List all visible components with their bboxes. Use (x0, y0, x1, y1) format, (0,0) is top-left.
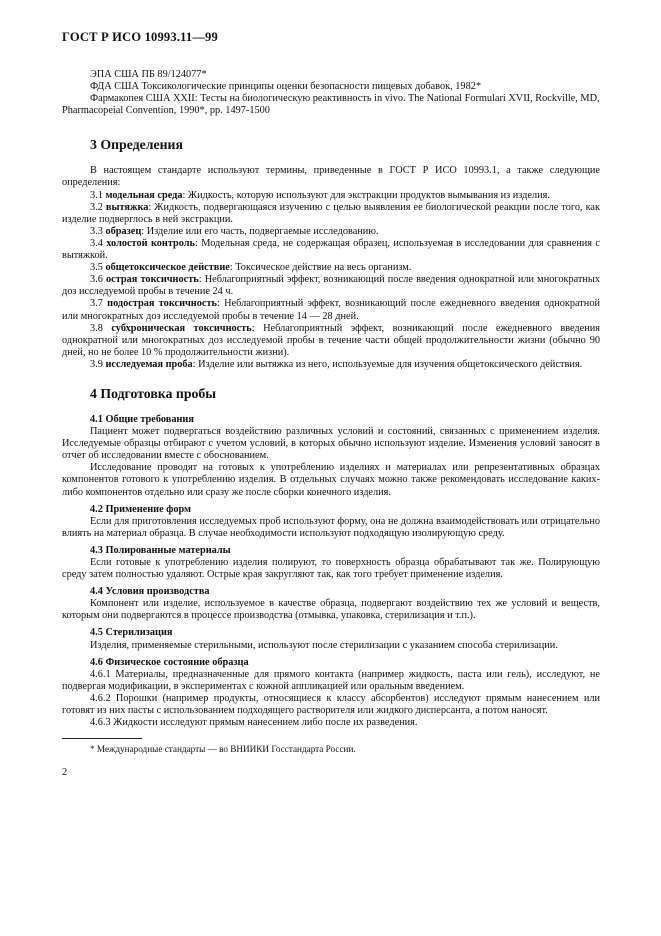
definition-item: 3.3 образец: Изделие или его часть, подвергаемые исследованию. (90, 225, 379, 237)
definition-term: субхроническая токсичность (111, 322, 252, 334)
definition-item: 3.6 острая токсичность: Неблагоприятный эффект, возникающий после введения однократной или многократных доз исследуемой пробы в течение 24 ч. (62, 274, 600, 298)
paragraph: Если для приготовления исследуемых проб используют форму, она не должна взаимодействовать или отрицательно влиять на материал образца. В случае необходимости используют подходящую изолирующую среду. (62, 515, 600, 539)
paragraph: Компонент или изделие, используемое в качестве образца, подвергают воздействию тех же условий и веществ, которым они подвергаются в процессе производства (отмывка, упаковка, стерилизация и т.п.). (62, 598, 600, 622)
paragraph: 4.6.2 Порошки (например продукты, относящиеся к классу абсорбентов) исследуют прямым нанесением или готовят из них пасты с использованием подходящего растворителя или жидкого дисперсанта, а потом наносят. (62, 692, 600, 717)
definition-item: 3.1 модельная среда: Жидкость, которую используют для экстракции продуктов вымывания из изделия. (90, 189, 550, 201)
definition-term: холостой контроль (106, 237, 196, 249)
subsection-4-2-title: 4.2 Применение форм (90, 503, 192, 515)
subsection-4-5-title: 4.5 Стерилизация (90, 627, 173, 639)
reference-item: Фармакопея США XXII: Тесты на биологическую реактивность in vivo. The National Formulari XVII, Rockville, MD, Pharmacopeial Convention, 1990*, pp. 1497-1500 (62, 93, 600, 117)
paragraph: 4.6.3 Жидкости исследуют прямым нанесением либо после их разведения. (90, 717, 418, 729)
definition-item: 3.9 исследуемая проба: Изделие или вытяжка из него, используемые для изучения общетоксического действия. (90, 358, 583, 370)
definition-item: 3.4 холостой контроль: Модельная среда, не содержащая образец, используемая в исследовании для сравнения с вытяжкой. (62, 237, 601, 262)
definition-item: 3.5 общетоксическое действие: Токсическое действие на весь организм. (90, 262, 412, 274)
subsection-4-1-title: 4.1 Общие требования (90, 413, 194, 425)
definition-term: общетоксическое действие (105, 262, 230, 274)
definition-term: модельная среда (105, 189, 183, 201)
paragraph: Изделия, применяемые стерильными, используют после стерилизации с указанием способа стерилизации. (90, 639, 558, 651)
paragraph: Пациент может подвергаться воздействию различных условий и состояний, связанных с применением изделия. Исследуемые образцы отбирают с учетом условий, в которых обычно используют изделие. Изменения условий заносят в отчет об исследовании вместе с обоснованием. (62, 426, 600, 462)
footnote: * Международные стандарты — во ВНИИКИ Госстандарта России. (90, 744, 356, 755)
definition-item: 3.2 вытяжка: Жидкость, подвергающаяся изучению с целью выявления ее биологической реакции после того, как изделие подверглось в ней экстракции. (62, 201, 600, 225)
references-list (62, 69, 600, 117)
paragraph: Исследование проводят на готовых к употреблению изделиях и материалах или репрезентативных образцах компонентов готового к употреблению изделия. В отдельных случаях можно также рекомендовать исследование каких-либо компонентов отдельно или сразу же после сборки конечного изделия. (62, 462, 600, 498)
definition-item: 3.7 подострая токсичность: Неблагоприятный эффект, возникающий после ежедневного введения однократной или многократных доз исследуемой пробы в течение 14 — 28 дней. (62, 298, 600, 322)
section-3-title: 3 Определения (90, 137, 183, 153)
section-4-title: 4 Подготовка пробы (90, 385, 217, 401)
page-number: 2 (62, 767, 68, 779)
definition-item: 3.8 субхроническая токсичность: Неблагоприятный эффект, возникающий после ежедневного введения однократной или многократных доз исследуемой пробы в течение части общей продолжительности жизни (обычно 90 дней, но не более 10 % продолжительности жизни). (62, 322, 600, 358)
definition-term: острая токсичность (106, 274, 199, 286)
document-page (62, 30, 600, 778)
page-header: ГОСТ Р ИСО 10993.11—99 (62, 30, 218, 44)
reference-item: ЭПА США ПБ 89/124077* (90, 69, 207, 80)
section-3-intro: В настоящем стандарте используют термины, приведенные в ГОСТ Р ИСО 10993.1, а также следующие определения: (62, 165, 600, 189)
definition-term: исследуемая проба (105, 358, 193, 370)
paragraph: 4.6.1 Материалы, предназначенные для прямого контакта (например жидкость, паста или гель), исследуют, не подвергая модификации, в экспериментах с кожной аппликацией или оральным введением. (62, 668, 600, 692)
subsection-4-6-title: 4.6 Физическое состояние образца (90, 656, 249, 668)
subsection-4-4-title: 4.4 Условия производства (90, 586, 210, 598)
paragraph: Если готовые к употреблению изделия полируют, то поверхность образца обрабатывают так же. Полирующую среду затем полностью удаляют. Острые края закругляют так, как того требует применение изделия. (62, 557, 600, 581)
definition-term: вытяжка (105, 201, 149, 213)
definition-term: подострая токсичность (107, 298, 217, 310)
definition-term: образец (105, 225, 142, 237)
footnote-divider (62, 738, 142, 739)
reference-item: ФДА США Токсикологические принципы оценки безопасности пищевых добавок, 1982* (90, 81, 482, 93)
subsection-4-3-title: 4.3 Полированные материалы (90, 544, 231, 556)
